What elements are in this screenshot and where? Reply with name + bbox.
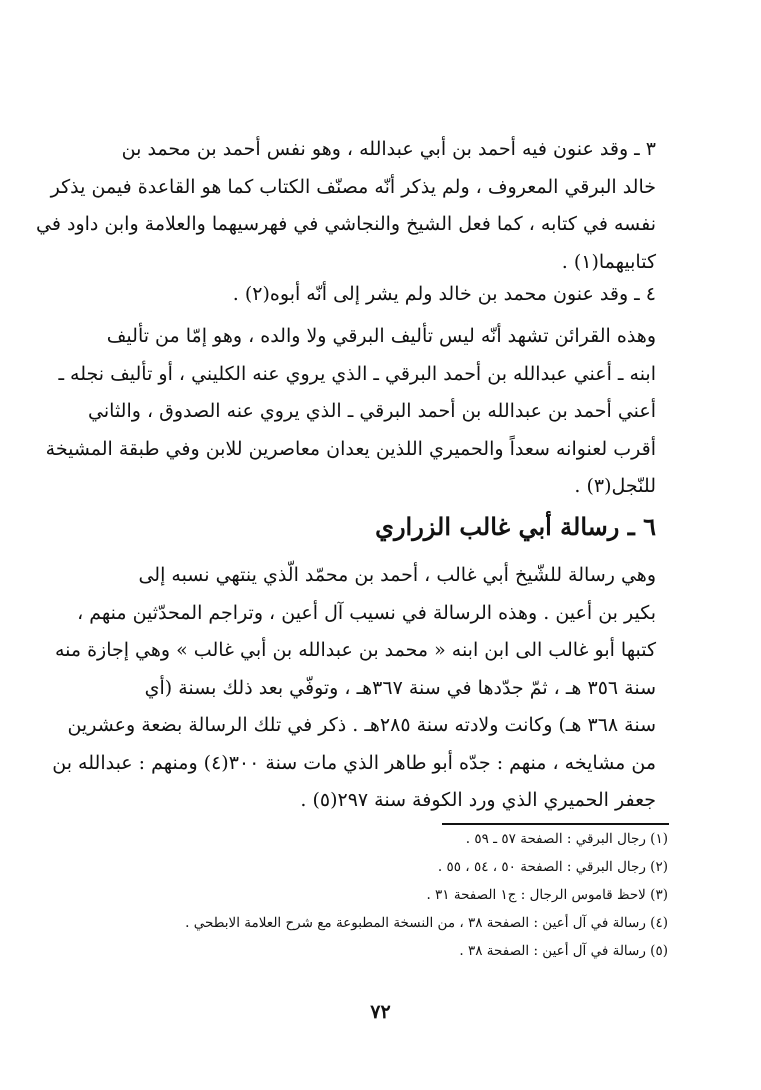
text-line: كتابيهما(١) . [561, 250, 656, 273]
text-line: ٤ ـ وقد عنون محمد بن خالد ولم يشر إلى أنّه أبوه(٢) . [232, 283, 656, 305]
text-line: نفسه في كتابه ، كما فعل الشيخ والنجاشي في فهرسيهما والعلامة وابن داود في [36, 213, 656, 235]
text-line: للنّجل(٣) . [574, 475, 656, 497]
paragraph-item-3 [36, 131, 656, 281]
section-heading: ٦ ـ رسالة أبي غالب الزراري [375, 512, 656, 541]
text-line: أعني أحمد بن عبدالله بن أحمد البرقي ـ الذي يروي عنه الصدوق ، والثاني [88, 400, 656, 422]
paragraph-item-4 [100, 276, 656, 314]
footnote: (١) رجال البرقي : الصفحة ٥٧ ـ ٥٩ . [465, 831, 668, 847]
text-line: ابنه ـ أعني عبدالله بن أحمد البرقي ـ الذي يروي عنه الكليني ، أو تأليف نجله ـ [58, 362, 656, 385]
footnotes [92, 825, 668, 965]
text-line: ٣ ـ وقد عنون فيه أحمد بن أبي عبدالله ، وهو نفس أحمد بن محمد بن [121, 138, 656, 160]
footnote: (٥) رسالة في آل أعين : الصفحة ٣٨ . [459, 943, 668, 959]
page-number: ٧٢ [370, 1001, 391, 1023]
text-line: وهي رسالة للشّيخ أبي غالب ، أحمد بن محمّد الّذي ينتهي نسبه إلى [138, 564, 656, 586]
text-line: جعفر الحميري الذي ورد الكوفة سنة ٢٩٧(٥) . [300, 789, 656, 811]
footnote: (٣) لاحظ قاموس الرجال : ج١ الصفحة ٣١ . [426, 887, 668, 903]
paragraph-evidence [45, 318, 656, 506]
text-line: بكير بن أعين . وهذه الرسالة في نسيب آل أعين ، وتراجم المحدّثين منهم ، [77, 601, 656, 624]
footnote: (٤) رسالة في آل أعين : الصفحة ٣٨ ، من النسخة المطبوعة مع شرح العلامة الابطحي . [185, 915, 668, 931]
footnote: (٢) رجال البرقي : الصفحة ٥٠ ، ٥٤ ، ٥٥ . [437, 859, 668, 875]
text-line: سنة ٣٦٨ هـ) وكانت ولادته سنة ٢٨٥هـ . ذكر في تلك الرسالة بضعة وعشرين [67, 714, 656, 736]
text-line: أقرب لعنوانه سعداً والحميري اللذين يعدان معاصرين للابن وفي طبقة المشيخة [45, 437, 656, 460]
text-line: وهذه القرائن تشهد أنّه ليس تأليف البرقي ولا والده ، وهو إمّا من تأليف [106, 325, 656, 347]
text-line: كتبها أبو غالب الى ابن ابنه « محمد بن عبدالله بن أبي غالب » وهي إجازة منه [54, 639, 656, 661]
text-line: سنة ٣٥٦ هـ ، ثمّ جدّدها في سنة ٣٦٧هـ ، وتوفّي بعد ذلك بسنة (أي [144, 676, 656, 699]
text-line: من مشايخه ، منهم : جدّه أبو طاهر الذي مات سنة ٣٠٠(٤) ومنهم : عبدالله بن [52, 751, 656, 774]
text-line: خالد البرقي المعروف ، ولم يذكر أنّه مصنّف الكتاب كما هو القاعدة فيمن يذكر [50, 175, 656, 198]
paragraph-abu-ghalib [52, 557, 656, 820]
